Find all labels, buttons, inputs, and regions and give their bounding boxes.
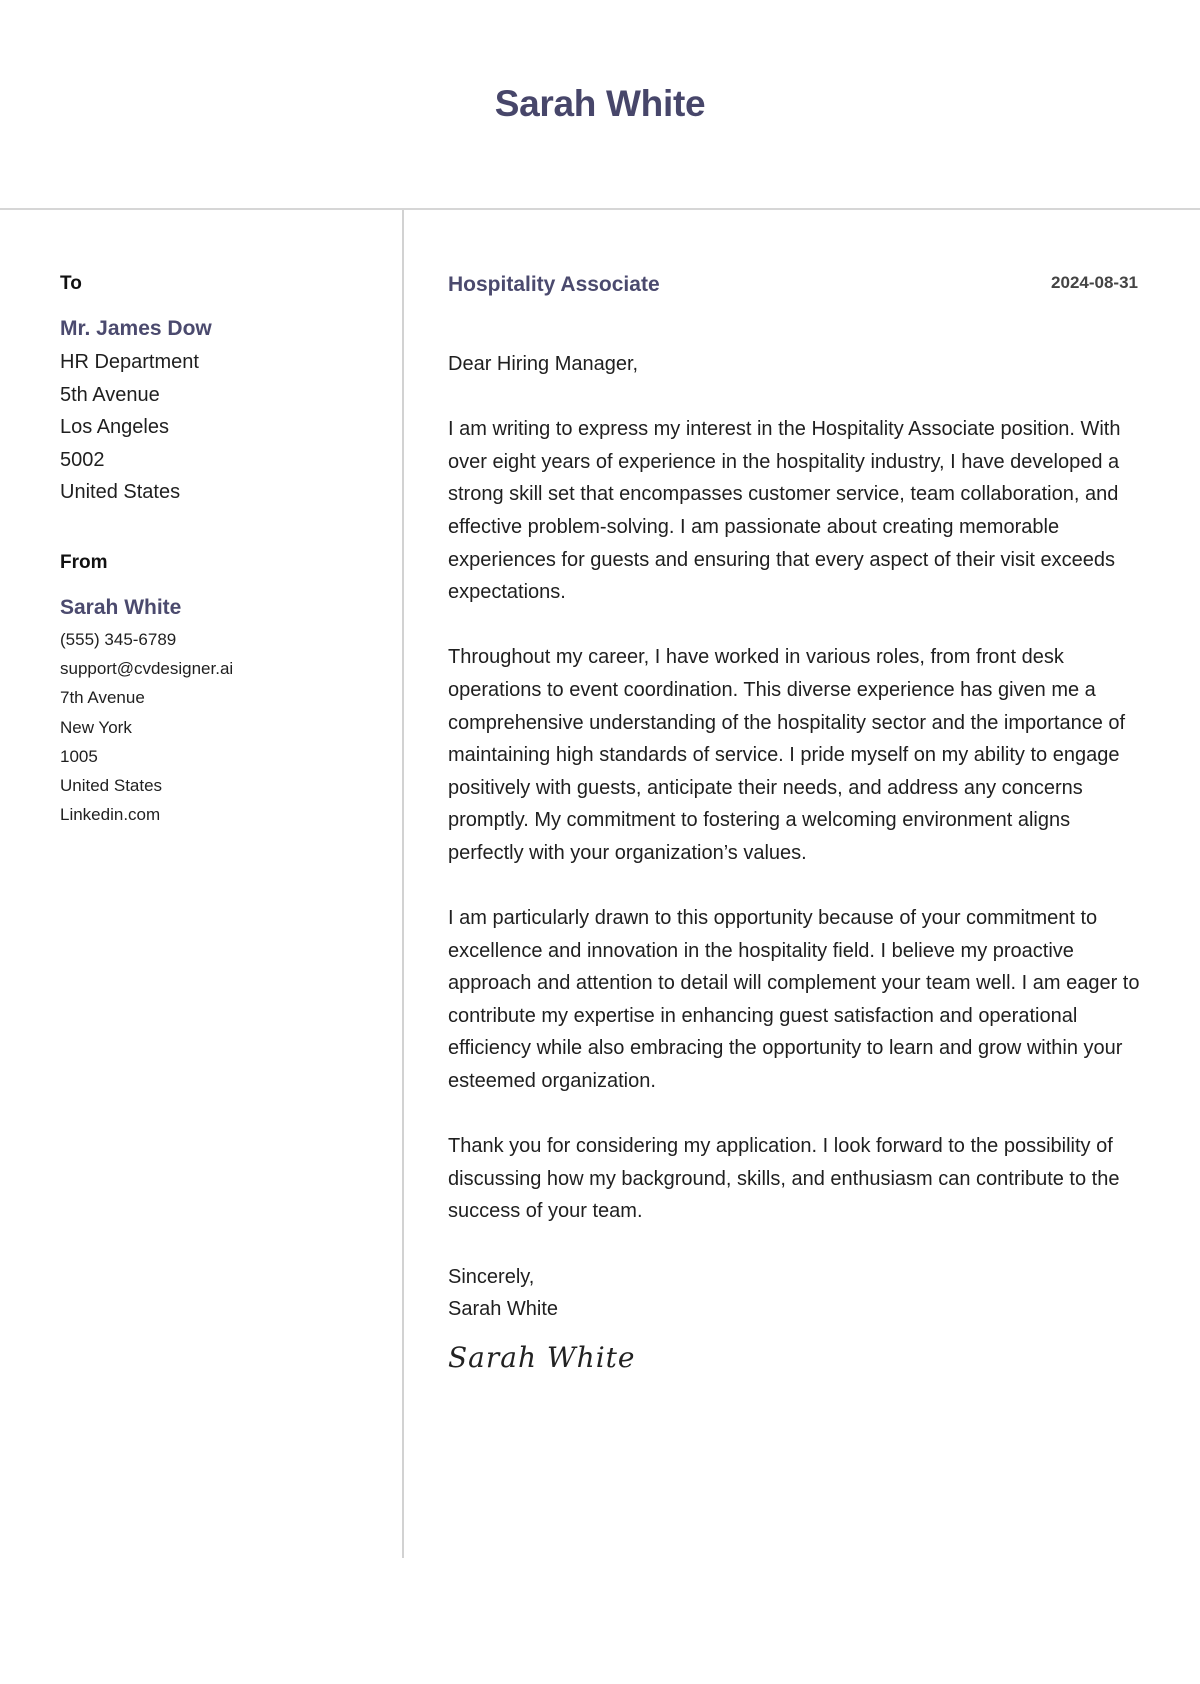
job-title: Hospitality Associate bbox=[448, 273, 660, 296]
sender-street: 7th Avenue bbox=[60, 688, 145, 708]
paragraph-3: I am particularly drawn to this opportunity because of your commitment to excellence and innovation in the hospitality field. I believe my proactive approach and attention to detail will complement your team well. I am eager to contribute my expertise in enhancing guest satisfaction and operational efficiency while also embracing the opportunity to learn and grow within your esteemed organization. bbox=[448, 907, 1140, 1093]
contact-sidebar bbox=[0, 210, 404, 1558]
paragraph-1: I am writing to express my interest in the Hospitality Associate position. With over eight years of experience in the hospitality industry, I have developed a strong skill set that encompasses customer service, team collaboration, and effective problem-solving. I am passionate about creating memorable experiences for guests and ensuring that every aspect of their visit exceeds expectations. bbox=[448, 418, 1121, 604]
recipient-city: Los Angeles bbox=[60, 416, 169, 439]
paragraph-4: Thank you for considering my application. I look forward to the possibility of discussing how my background, skills, and enthusiasm can contribute to the success of your team. bbox=[448, 1135, 1120, 1223]
sender-name: Sarah White bbox=[60, 595, 182, 619]
page-header bbox=[0, 0, 1200, 210]
sender-email: support@cvdesigner.ai bbox=[60, 659, 234, 679]
to-heading: To bbox=[60, 273, 82, 294]
letter-content bbox=[448, 348, 1140, 1378]
recipient-name: Mr. James Dow bbox=[60, 317, 212, 340]
paragraph-2: Throughout my career, I have worked in various roles, from front desk operations to event coordination. This diverse experience has given me a comprehensive understanding of the hospitality sector and the importance of maintaining high standards of service. I pride myself on my ability to engage positively with guests, anticipate their needs, and address any concerns promptly. My commitment to fostering a welcoming environment aligns perfectly with your organization’s values. bbox=[448, 646, 1126, 864]
sender-city: New York bbox=[60, 717, 132, 737]
sender-country: United States bbox=[60, 775, 163, 795]
recipient-address bbox=[60, 346, 380, 509]
sender-contact bbox=[60, 625, 380, 829]
closing-name: Sarah White bbox=[448, 1298, 559, 1321]
contact-details bbox=[60, 272, 380, 829]
signature: Sarah White bbox=[448, 1340, 636, 1374]
sender-linkedin: Linkedin.com bbox=[60, 805, 161, 825]
from-heading: From bbox=[60, 551, 108, 573]
recipient-postal-code: 5002 bbox=[60, 448, 105, 471]
closing: Sincerely, bbox=[448, 1265, 535, 1288]
recipient-street: 5th Avenue bbox=[60, 383, 160, 406]
applicant-name: Sarah White bbox=[494, 83, 706, 124]
recipient-country: United States bbox=[60, 481, 181, 504]
sender-postal-code: 1005 bbox=[60, 746, 98, 766]
letter-date: 2024-08-31 bbox=[1051, 273, 1138, 292]
recipient-department: HR Department bbox=[60, 351, 199, 373]
salutation: Dear Hiring Manager, bbox=[448, 353, 639, 375]
sender-phone: (555) 345-6789 bbox=[60, 629, 177, 649]
